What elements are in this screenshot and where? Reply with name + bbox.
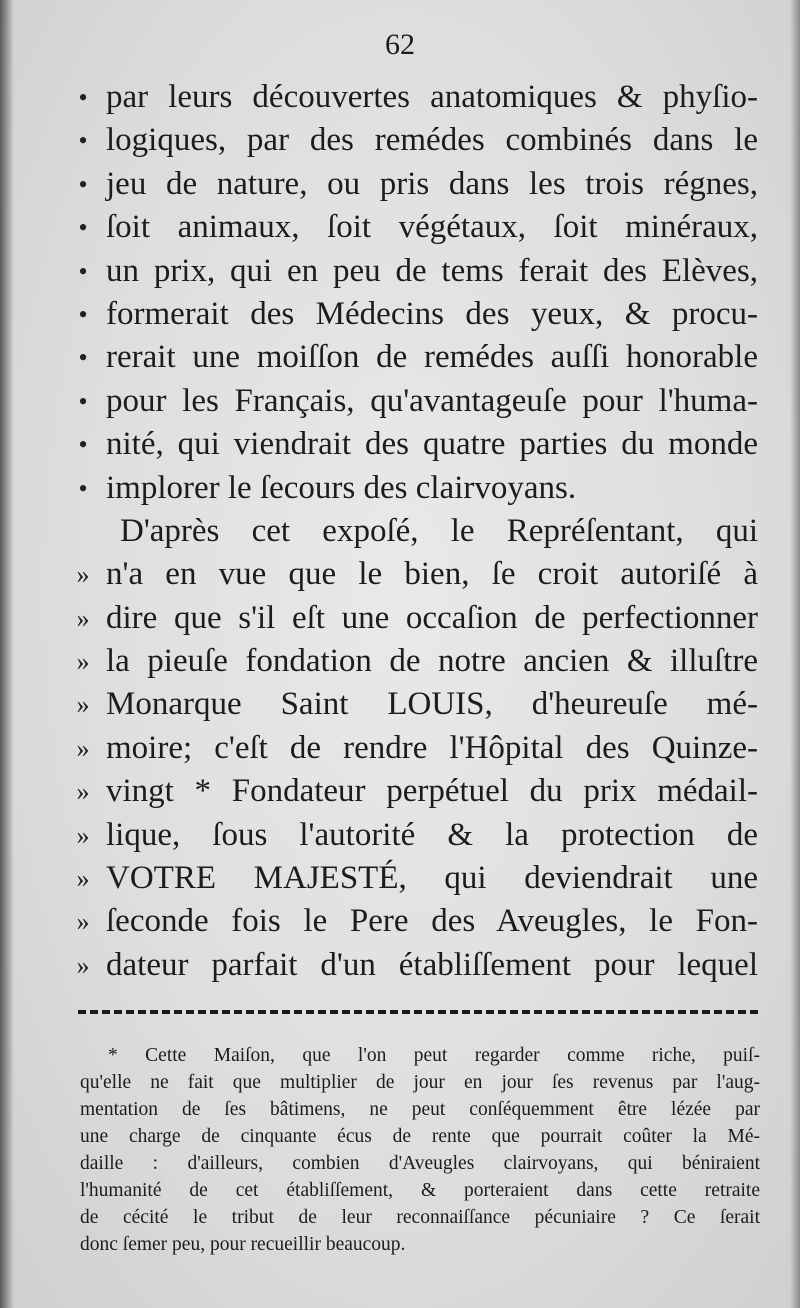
- footnote-line-text: donc ſemer peu, pour recueillir beaucoup.: [80, 1234, 406, 1255]
- footnote-line-text: * Cette Maiſon, que l'on peut regarder comme riche, puiſ-: [108, 1045, 760, 1066]
- footnote-line: [0, 1042, 800, 1069]
- quote-marker: »: [76, 907, 90, 937]
- text-line: [0, 206, 800, 249]
- line-text: implorer le ſecours des clairvoyans.: [106, 469, 577, 506]
- quote-marker: »: [76, 603, 90, 633]
- footnote-line: [0, 1150, 800, 1177]
- line-text: par leurs découvertes anatomiques & phyſio-: [106, 79, 758, 115]
- paragraph-start-line: D'après cet expoſé, le Repréſentant, qui: [120, 512, 758, 549]
- quote-marker: •: [78, 473, 88, 503]
- footnote-separator-rule: [78, 1010, 758, 1014]
- quote-marker: »: [76, 777, 90, 807]
- line-text: vingt * Fondateur perpétuel du prix médail-: [106, 773, 758, 810]
- text-line: [0, 553, 800, 596]
- line-text: nité, qui viendrait des quatre parties du monde: [106, 426, 758, 463]
- line-text: un prix, qui en peu de tems ferait des Elèves,: [106, 252, 758, 289]
- line-text: jeu de nature, ou pris dans les trois régnes,: [106, 165, 758, 202]
- text-line: [0, 944, 800, 987]
- footnote-line-text: de cécité le tribut de leur reconnaiſſance pécuniaire ? Ce ſerait: [80, 1207, 760, 1228]
- quote-marker: •: [78, 299, 88, 329]
- footnote-line-text: l'humanité de cet établiſſement, & porteraient dans cette retraite: [80, 1180, 760, 1201]
- quote-marker: •: [78, 126, 88, 156]
- text-line: [0, 119, 800, 162]
- line-text: dire que s'il eſt une occaſion de perfectionner: [106, 599, 758, 636]
- text-line: [0, 250, 800, 293]
- text-line: [0, 814, 800, 857]
- quote-marker: •: [78, 213, 88, 243]
- line-text: Monarque Saint LOUIS, d'heureuſe mé-: [106, 686, 758, 723]
- quote-marker: »: [76, 560, 90, 590]
- line-text: ſoit animaux, ſoit végétaux, ſoit minéraux,: [106, 209, 758, 246]
- text-line: [0, 467, 800, 510]
- footnote-line: [0, 1231, 800, 1258]
- line-text: pour les Français, qu'avantageuſe pour l'huma-: [106, 382, 758, 419]
- quote-marker: •: [78, 169, 88, 199]
- text-line: [0, 336, 800, 379]
- text-line: [0, 423, 800, 466]
- line-text: rerait une moiſſon de remédes auſſi honorable: [106, 339, 758, 376]
- footnote-line-text: mentation de ſes bâtimens, ne peut conſéquemment être lézée par: [80, 1099, 760, 1120]
- line-text: VOTRE MAJESTÉ, qui deviendrait une: [106, 860, 758, 897]
- text-line: [0, 76, 800, 119]
- footnote-line-text: daille : d'ailleurs, combien d'Aveugles clairvoyans, qui béniraient: [80, 1153, 760, 1174]
- quote-marker: •: [78, 83, 88, 112]
- quote-marker: •: [78, 430, 88, 460]
- line-text: moire; c'eſt de rendre l'Hôpital des Quinze-: [106, 729, 758, 766]
- text-line: [0, 857, 800, 900]
- page-number: 62: [385, 28, 415, 61]
- footnote-line: [0, 1177, 800, 1204]
- footnote-line: [0, 1123, 800, 1150]
- text-line: [0, 683, 800, 726]
- text-line: [0, 293, 800, 336]
- footnote-line: [0, 1069, 800, 1096]
- footnote-line-text: qu'elle ne fait que multiplier de jour en jour ſes revenus par l'aug-: [80, 1072, 760, 1093]
- quote-marker: •: [78, 386, 88, 416]
- text-line: [0, 640, 800, 683]
- quote-marker: »: [76, 950, 90, 980]
- line-text: n'a en vue que le bien, ſe croit autoriſé à: [106, 556, 758, 593]
- text-line: [0, 510, 800, 553]
- quote-marker: »: [76, 690, 90, 720]
- text-line: [0, 727, 800, 770]
- text-line: [0, 597, 800, 640]
- line-text: formerait des Médecins des yeux, & procu-: [106, 295, 758, 332]
- line-text: la pieuſe fondation de notre ancien & illuſtre: [106, 643, 758, 680]
- text-line: [0, 380, 800, 423]
- quote-marker: »: [76, 820, 90, 850]
- line-text: logiques, par des remédes combinés dans le: [106, 122, 758, 159]
- quote-marker: »: [76, 864, 90, 894]
- line-text: ſeconde fois le Pere des Aveugles, le Fon-: [106, 903, 758, 940]
- line-text: lique, ſous l'autorité & la protection de: [106, 816, 758, 853]
- quote-marker: »: [76, 733, 90, 763]
- quote-marker: •: [78, 343, 88, 373]
- line-text: dateur parfait d'un établiſſement pour lequel: [106, 946, 758, 983]
- text-line: [0, 770, 800, 813]
- main-text-block: [0, 76, 800, 987]
- footnote-line: [0, 1096, 800, 1123]
- text-line: [0, 163, 800, 206]
- quote-marker: »: [76, 647, 90, 677]
- quote-marker: •: [78, 256, 88, 286]
- footnote-block: [0, 1042, 800, 1258]
- footnote-line: [0, 1204, 800, 1231]
- footnote-line-text: une charge de cinquante écus de rente que pourrait coûter la Mé-: [80, 1126, 760, 1147]
- text-line: [0, 900, 800, 943]
